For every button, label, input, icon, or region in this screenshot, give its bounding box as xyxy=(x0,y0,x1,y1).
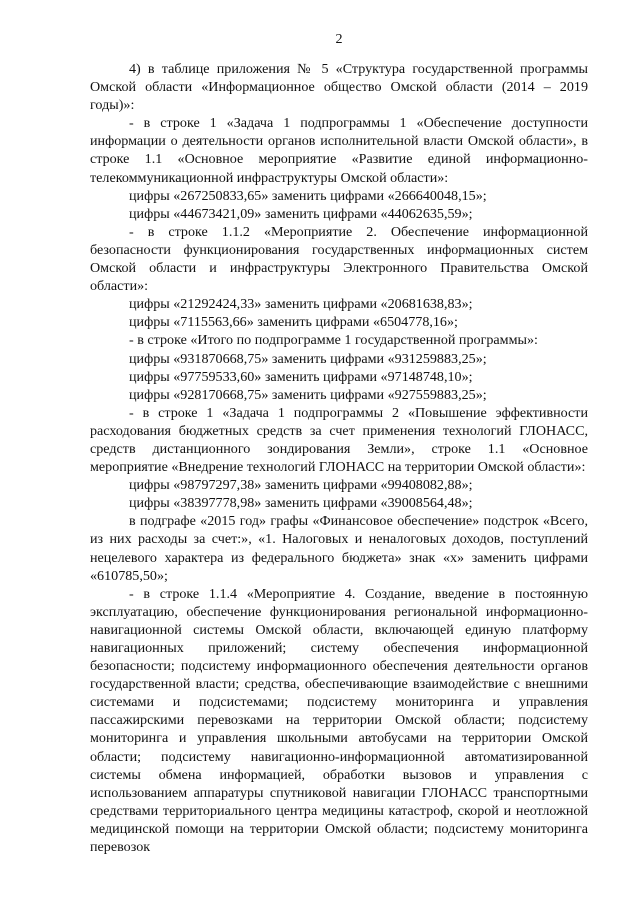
paragraph-figures-replace: цифры «21292424,33» заменить цифрами «20681638,83»; xyxy=(129,296,473,313)
paragraph-figures-replace: цифры «98797297,38» заменить цифрами «99408082,88»; xyxy=(129,477,473,494)
paragraph-figures-replace: цифры «267250833,65» заменить цифрами «266640048,15»; xyxy=(129,187,487,204)
paragraph-figures-replace: цифры «38397778,98» заменить цифрами «39008564,48»; xyxy=(129,495,473,512)
document-page xyxy=(90,30,588,856)
paragraph-task1-subprogram2: - в строке 1 «Задача 1 подпрограммы 2 «Повышение эффективности расходования бюджетных средств за счет применения технологий ГЛОНАСС, средств дистанционного зондирования Земли», строке 1.1 «Основное мероприятие «Внедрение технологий ГЛОНАСС на территории Омской области»: xyxy=(90,404,588,476)
paragraph-row-1-1-4: - в строке 1.1.4 «Мероприятие 4. Создание, введение в постоянную эксплуатацию, обеспечение функционирования региональной информационно-навигационной системы Омской области, включающей единую платформу навигационных приложений; систему обеспечения информационной безопасности; подсистему информационного обеспечения деятельности органов государственной власти; средства, обеспечивающие взаимодействие с внешними системами и подсистемами; подсистему мониторинга и управления пассажирскими перевозками на территории Омской области; подсистему мониторинга и управления школьными автобусами на территории Омской области; подсистему навигационно-информационной автоматизированной системы обмена информацией, обработки вызовов и управления с использованием аппаратуры спутниковой навигации ГЛОНАСС транспортными средствами территориального центра медицины катастроф, скорой и неотложной медицинской помощи на территории Омской области; подсистему мониторинга перевозок xyxy=(90,585,588,856)
paragraph-figures-replace: цифры «44673421,09» заменить цифрами «44062635,59»; xyxy=(129,205,473,222)
paragraph-figures-replace: цифры «7115563,66» заменить цифрами «6504778,16»; xyxy=(129,314,458,331)
paragraph-figures-replace: цифры «97759533,60» заменить цифрами «97148748,10»; xyxy=(129,368,473,385)
page-number: 2 xyxy=(335,31,343,47)
paragraph-task1-subprogram1: - в строке 1 «Задача 1 подпрограммы 1 «Обеспечение доступности информации о деятельности органов исполнительной власти Омской области», в строке 1.1 «Основное мероприятие «Развитие единой информационно-телекоммуникационной инфраструктуры Омской области»: xyxy=(90,115,588,186)
paragraph-figures-replace: цифры «931870668,75» заменить цифрами «931259883,25»; xyxy=(129,350,487,367)
paragraph-subcolumn-2015: в подграфе «2015 год» графы «Финансовое обеспечение» подстрок «Всего, из них расходы за счет:», «1. Налоговых и неналоговых доходов, поступлений нецелевого характера из федерального бюджета» знак «х» заменить цифрами «610785,50»; xyxy=(90,513,588,584)
paragraph-figures-replace: цифры «928170668,75» заменить цифрами «927559883,25»; xyxy=(129,386,487,403)
paragraph-table-reference: 4) в таблице приложения № 5 «Структура государственной программы Омской области «Информационное общество Омской области (2014 – 2019 годы)»: xyxy=(90,61,588,114)
paragraph-total-subprogram1: - в строке «Итого по подпрограмме 1 государственной программы»: xyxy=(129,332,538,349)
paragraph-row-1-1-2: - в строке 1.1.2 «Мероприятие 2. Обеспечение информационной безопасности функционирования государственных информационных систем Омской области и инфраструктуры Электронного Правительства Омской области»: xyxy=(90,223,588,295)
